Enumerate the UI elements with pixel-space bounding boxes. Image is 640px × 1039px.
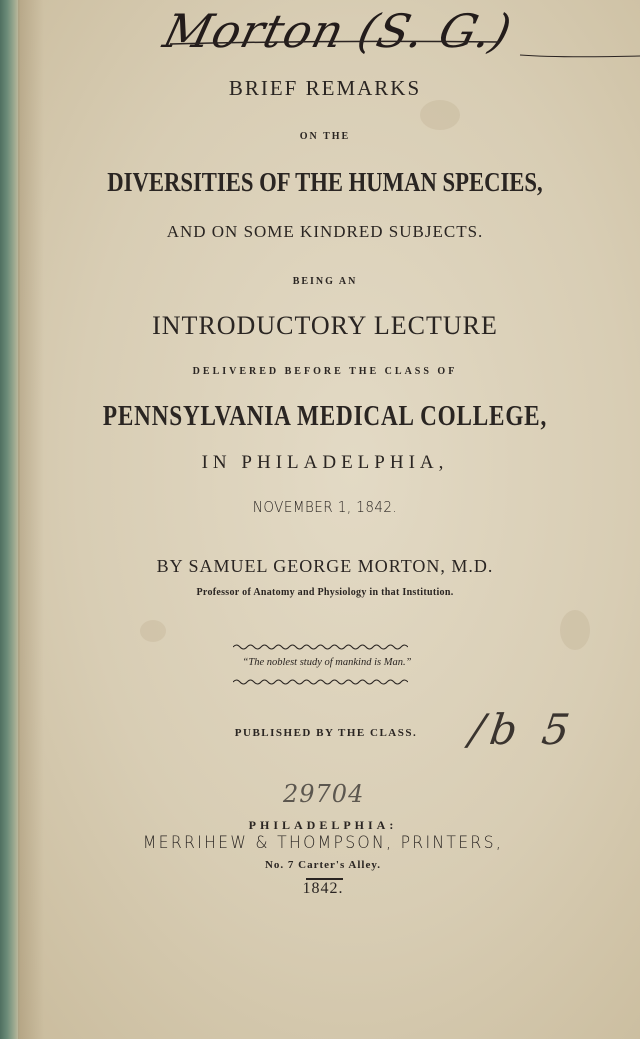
epigraph: “The noblest study of mankind is Man.”: [242, 657, 412, 668]
publisher-line: PUBLISHED BY THE CLASS.: [234, 727, 418, 739]
foxing-stain: [140, 620, 166, 642]
foxing-stain: [420, 100, 460, 130]
imprint-year: 1842.: [302, 880, 344, 897]
line-on-the: ON THE: [299, 131, 351, 142]
line-delivered: DELIVERED BEFORE THE CLASS OF: [192, 366, 458, 377]
handwritten-call-number: /b 5: [466, 705, 579, 754]
imprint-printers: MERRIHEW & THOMPSON, PRINTERS,: [142, 833, 504, 853]
college-name: PENNSYLVANIA MEDICAL COLLEGE,: [102, 400, 548, 432]
lecture-title: INTRODUCTORY LECTURE: [152, 311, 498, 340]
handwritten-signature: [0, 0, 640, 80]
handwritten-accession-number: 29704: [283, 780, 365, 808]
wavy-rule-bottom: [233, 678, 408, 686]
signature-underline: [0, 0, 640, 80]
wavy-rule-top: [233, 643, 408, 651]
subtitle: AND ON SOME KINDRED SUBJECTS.: [166, 222, 484, 241]
imprint-place: PHILADELPHIA:: [248, 818, 398, 832]
imprint-address: No. 7 Carter's Alley.: [264, 859, 381, 871]
lecture-date: NOVEMBER 1, 1842.: [252, 498, 398, 516]
author-position: Professor of Anatomy and Physiology in that Institution.: [196, 587, 454, 598]
signature-text: Morton (S. G.): [158, 4, 518, 58]
foxing-stain: [560, 610, 590, 650]
author-line: BY SAMUEL GEORGE MORTON, M.D.: [156, 556, 494, 576]
main-title: DIVERSITIES OF THE HUMAN SPECIES,: [107, 167, 543, 197]
city-line: IN PHILADELPHIA,: [201, 452, 449, 473]
heading-brief-remarks: BRIEF REMARKS: [228, 76, 422, 100]
line-being-an: BEING AN: [292, 276, 358, 287]
